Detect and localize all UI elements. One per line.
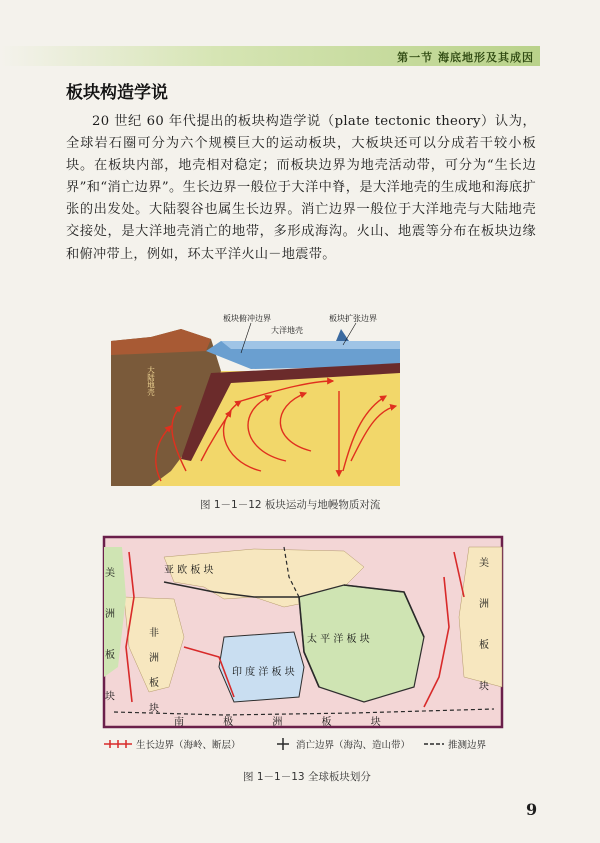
plate-american-left: 美 洲 板 块: [102, 567, 114, 715]
legend-inferred: [424, 737, 486, 751]
figure1-caption: 图 1－1－12 板块运动与地幔物质对流: [200, 499, 381, 511]
label-subduction: 板块俯冲边界: [223, 314, 271, 323]
destruction-boundary-symbol: [274, 738, 292, 750]
figure2-caption: 图 1－1－13 全球板块划分: [243, 771, 371, 783]
plate-eurasian: 亚 欧 板 块: [164, 565, 214, 576]
inferred-boundary-symbol: [424, 741, 444, 747]
legend-growth-label: 生长边界（海岭、断层）: [136, 740, 241, 751]
map-legend: [104, 737, 504, 753]
plate-african: 非 洲 板 块: [146, 627, 158, 719]
figure-global-plates: [104, 537, 502, 727]
plate-antarctic: 南 极 洲 板 块: [174, 717, 399, 728]
plate-indo-australian: 印 度 洋 板 块: [232, 667, 295, 678]
legend-destruction-label: 消亡边界（海沟、造山带）: [296, 740, 411, 751]
label-oceanic-crust: 大洋地壳: [271, 326, 303, 335]
chapter-header: 第一节 海底地形及其成因: [397, 51, 534, 64]
page-number: 9: [526, 800, 538, 819]
figure-mantle-convection: [111, 311, 400, 486]
label-continental-crust: 大陆地壳: [146, 366, 156, 396]
body-paragraph: 20 世纪 60 年代提出的板块构造学说（plate tectonic theory）认为，全球岩石圈可分为六个规模巨大的运动板块，大板块还可以分成若干较小板块。在板块内部，地壳相对稳定；而板块边界为地壳活动带，可分为“生长边界”和“消亡边界”。生长边界一般位于大洋中脊，是大洋地壳的生成地和海底扩张的出发处。大陆裂谷也属生长边界。消亡边界一般位于大洋地壳与大陆地壳交接处，是大洋地壳消亡的地带，多形成海沟。火山、地震等分布在板块边缘和俯冲带上，例如，环太平洋火山－地震带。: [66, 114, 536, 262]
growth-boundary-symbol: [104, 739, 132, 749]
legend-inferred-label: 推测边界: [448, 740, 487, 751]
plate-american-right: 美 洲 板 块: [476, 557, 488, 705]
legend-destruction: [274, 737, 410, 751]
section-title: 板块构造学说: [66, 83, 168, 103]
label-spreading: 板块扩张边界: [329, 314, 377, 323]
legend-growth: [104, 737, 241, 751]
plate-pacific: 太 平 洋 板 块: [307, 634, 370, 645]
